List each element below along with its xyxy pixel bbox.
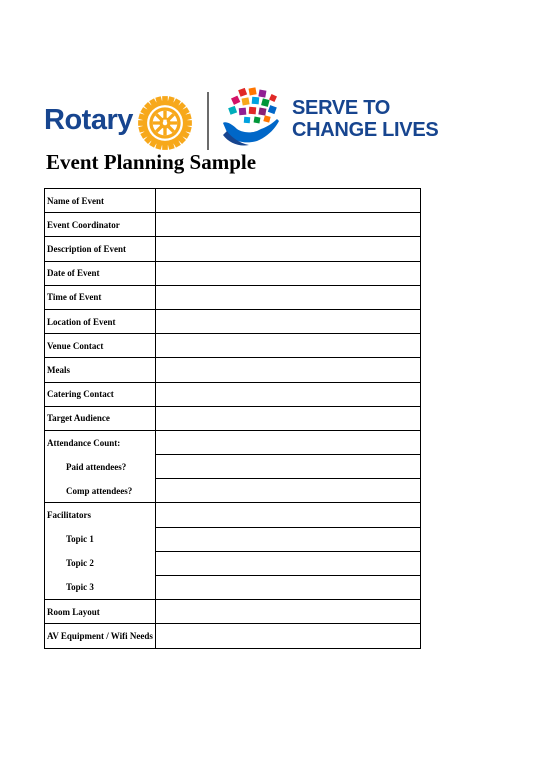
rotary-wordmark: Rotary — [44, 104, 133, 136]
row-label: Catering Contact — [45, 382, 156, 406]
row-label: Location of Event — [45, 309, 156, 333]
row-value-field[interactable] — [156, 503, 421, 527]
row-label: Comp attendees? — [45, 479, 156, 503]
row-label: Date of Event — [45, 261, 156, 285]
row-label: Facilitators — [45, 503, 156, 527]
row-label: Topic 3 — [45, 576, 156, 600]
row-label: Venue Contact — [45, 334, 156, 358]
table-row — [45, 358, 421, 382]
row-value-field[interactable] — [156, 455, 421, 479]
row-label: Name of Event — [45, 189, 156, 213]
row-value-field[interactable] — [156, 527, 421, 551]
row-label: Description of Event — [45, 237, 156, 261]
table-row — [45, 576, 421, 600]
row-value-field[interactable] — [156, 334, 421, 358]
row-value-field[interactable] — [156, 189, 421, 213]
row-value-field[interactable] — [156, 261, 421, 285]
rotary-wheel-icon — [137, 95, 193, 151]
row-value-field[interactable] — [156, 285, 421, 309]
event-planning-table — [44, 188, 421, 649]
table-row — [45, 237, 421, 261]
table-row — [45, 285, 421, 309]
row-value-field[interactable] — [156, 430, 421, 454]
table-row — [45, 382, 421, 406]
tagline-line-1: SERVE TO — [292, 97, 391, 119]
row-label: Meals — [45, 358, 156, 382]
globe-hand-icon — [217, 87, 287, 149]
tagline — [292, 97, 438, 141]
tagline-line-2: CHANGE LIVES — [292, 119, 439, 141]
row-label: Paid attendees? — [45, 455, 156, 479]
table-row — [45, 309, 421, 333]
row-value-field[interactable] — [156, 600, 421, 624]
row-value-field[interactable] — [156, 406, 421, 430]
table-row — [45, 406, 421, 430]
row-label: Room Layout — [45, 600, 156, 624]
table-row — [45, 503, 421, 527]
row-label: Topic 2 — [45, 551, 156, 575]
table-row — [45, 600, 421, 624]
table-row — [45, 624, 421, 648]
table-row — [45, 213, 421, 237]
row-value-field[interactable] — [156, 382, 421, 406]
row-value-field[interactable] — [156, 237, 421, 261]
row-label: Time of Event — [45, 285, 156, 309]
row-value-field[interactable] — [156, 213, 421, 237]
row-label: Target Audience — [45, 406, 156, 430]
table-row — [45, 527, 421, 551]
table-row — [45, 455, 421, 479]
row-label: Topic 1 — [45, 527, 156, 551]
table-row — [45, 430, 421, 454]
logo-divider — [207, 92, 209, 150]
row-label: Event Coordinator — [45, 213, 156, 237]
row-label: Attendance Count: — [45, 430, 156, 454]
row-value-field[interactable] — [156, 551, 421, 575]
row-value-field[interactable] — [156, 479, 421, 503]
row-value-field[interactable] — [156, 358, 421, 382]
table-row — [45, 551, 421, 575]
page-title: Event Planning Sample — [46, 150, 257, 174]
row-value-field[interactable] — [156, 576, 421, 600]
row-label: AV Equipment / Wifi Needs — [45, 624, 156, 648]
row-value-field[interactable] — [156, 309, 421, 333]
table-row — [45, 479, 421, 503]
table-row — [45, 189, 421, 213]
table-row — [45, 261, 421, 285]
table-row — [45, 334, 421, 358]
row-value-field[interactable] — [156, 624, 421, 648]
